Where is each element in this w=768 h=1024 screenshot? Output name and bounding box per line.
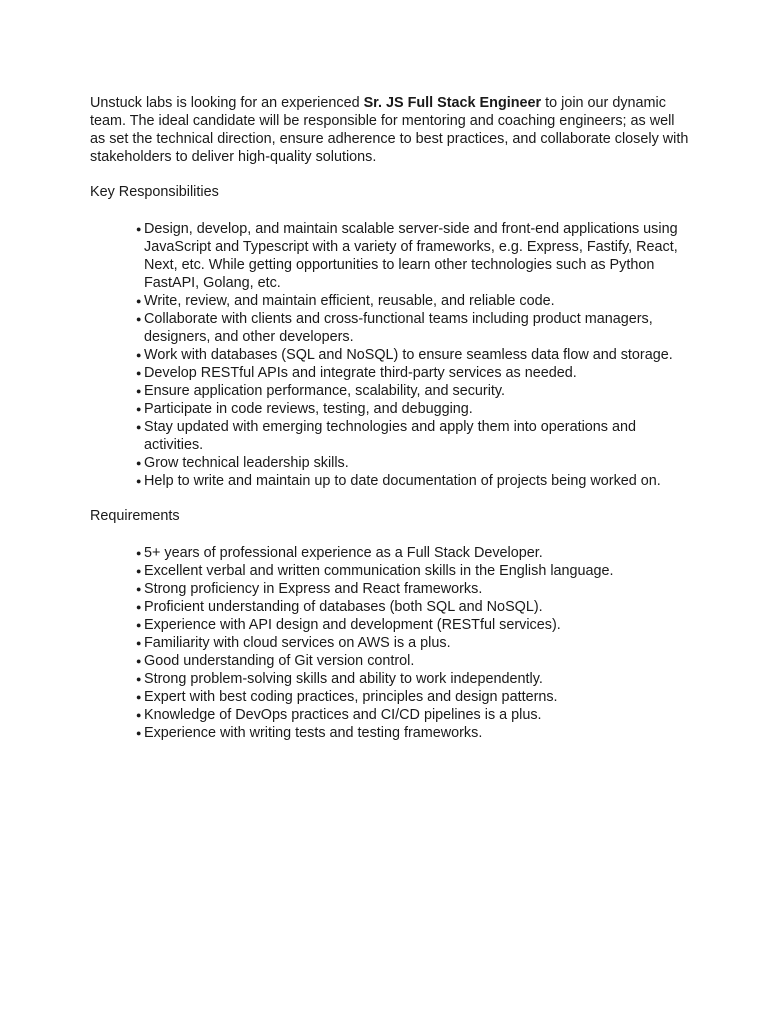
list-item-text: Develop RESTful APIs and integrate third-party services as needed. bbox=[144, 365, 577, 381]
list-item bbox=[136, 544, 690, 562]
list-item bbox=[136, 220, 690, 292]
list-item-text: Ensure application performance, scalability, and security. bbox=[144, 383, 506, 399]
list-item-text: Experience with writing tests and testing frameworks. bbox=[144, 725, 483, 741]
list-item-text: Write, review, and maintain efficient, reusable, and reliable code. bbox=[144, 293, 555, 309]
bullet-icon: ● bbox=[136, 566, 142, 576]
list-item bbox=[136, 652, 690, 670]
requirements-heading: Requirements bbox=[90, 508, 180, 524]
list-item-text: Design, develop, and maintain scalable server-side and front-end applications using JavaScript and Typescript with a variety of frameworks, e.g. Express, Fastify, React, Next, etc. While getting opportunities to learn other technologies such as Python FastAPI, Golang, etc. bbox=[144, 221, 678, 291]
bullet-icon: ● bbox=[136, 638, 142, 648]
list-item bbox=[136, 670, 690, 688]
bullet-icon: ● bbox=[136, 476, 142, 486]
intro-text-post: to join our dynamic team. The ideal candidate will be responsible for mentoring and coaching engineers; as well as set the technical direction, ensure adherence to best practices, and collaborate closely with stakeholders to deliver high-quality solutions. bbox=[90, 95, 689, 165]
list-item bbox=[136, 400, 690, 418]
bullet-icon: ● bbox=[136, 656, 142, 666]
list-item bbox=[136, 310, 690, 346]
bullet-icon: ● bbox=[136, 692, 142, 702]
list-item bbox=[136, 634, 690, 652]
list-item-text: Stay updated with emerging technologies and apply them into operations and activities. bbox=[144, 419, 637, 453]
list-item-text: Strong problem-solving skills and ability to work independently. bbox=[144, 671, 543, 687]
list-item-text: Grow technical leadership skills. bbox=[144, 455, 349, 471]
bullet-icon: ● bbox=[136, 548, 142, 558]
list-item bbox=[136, 706, 690, 724]
list-item-text: 5+ years of professional experience as a Full Stack Developer. bbox=[144, 545, 543, 561]
bullet-icon: ● bbox=[136, 314, 142, 324]
requirements-list bbox=[90, 544, 690, 742]
list-item-text: Good understanding of Git version control. bbox=[144, 653, 415, 669]
bullet-icon: ● bbox=[136, 710, 142, 720]
list-item-text: Help to write and maintain up to date documentation of projects being worked on. bbox=[144, 473, 661, 489]
list-item-text: Work with databases (SQL and NoSQL) to ensure seamless data flow and storage. bbox=[144, 347, 673, 363]
responsibilities-heading: Key Responsibilities bbox=[90, 184, 219, 200]
list-item-text: Experience with API design and development (RESTful services). bbox=[144, 617, 561, 633]
list-item bbox=[136, 598, 690, 616]
list-item-text: Participate in code reviews, testing, and debugging. bbox=[144, 401, 473, 417]
list-item-text: Excellent verbal and written communication skills in the English language. bbox=[144, 563, 614, 579]
list-item bbox=[136, 724, 690, 742]
list-item-text: Strong proficiency in Express and React frameworks. bbox=[144, 581, 483, 597]
bullet-icon: ● bbox=[136, 674, 142, 684]
list-item-text: Expert with best coding practices, principles and design patterns. bbox=[144, 689, 558, 705]
document-page bbox=[90, 94, 690, 742]
bullet-icon: ● bbox=[136, 224, 142, 234]
list-item bbox=[136, 346, 690, 364]
bullet-icon: ● bbox=[136, 350, 142, 360]
list-item bbox=[136, 562, 690, 580]
bullet-icon: ● bbox=[136, 368, 142, 378]
list-item bbox=[136, 418, 690, 454]
bullet-icon: ● bbox=[136, 728, 142, 738]
bullet-icon: ● bbox=[136, 458, 142, 468]
responsibilities-list bbox=[90, 220, 690, 490]
list-item-text: Knowledge of DevOps practices and CI/CD pipelines is a plus. bbox=[144, 707, 542, 723]
list-item bbox=[136, 382, 690, 400]
list-item bbox=[136, 364, 690, 382]
bullet-icon: ● bbox=[136, 296, 142, 306]
intro-paragraph bbox=[90, 94, 690, 166]
job-title: Sr. JS Full Stack Engineer bbox=[363, 95, 542, 111]
list-item-text: Familiarity with cloud services on AWS is a plus. bbox=[144, 635, 451, 651]
bullet-icon: ● bbox=[136, 620, 142, 630]
list-item-text: Collaborate with clients and cross-functional teams including product managers, designers, and other developers. bbox=[144, 311, 653, 345]
list-item bbox=[136, 580, 690, 598]
list-item bbox=[136, 472, 690, 490]
list-item-text: Proficient understanding of databases (both SQL and NoSQL). bbox=[144, 599, 543, 615]
list-item bbox=[136, 454, 690, 472]
bullet-icon: ● bbox=[136, 404, 142, 414]
bullet-icon: ● bbox=[136, 584, 142, 594]
list-item bbox=[136, 688, 690, 706]
list-item bbox=[136, 616, 690, 634]
bullet-icon: ● bbox=[136, 386, 142, 396]
bullet-icon: ● bbox=[136, 422, 142, 432]
list-item bbox=[136, 292, 690, 310]
intro-text-pre: Unstuck labs is looking for an experienced bbox=[90, 95, 364, 111]
bullet-icon: ● bbox=[136, 602, 142, 612]
